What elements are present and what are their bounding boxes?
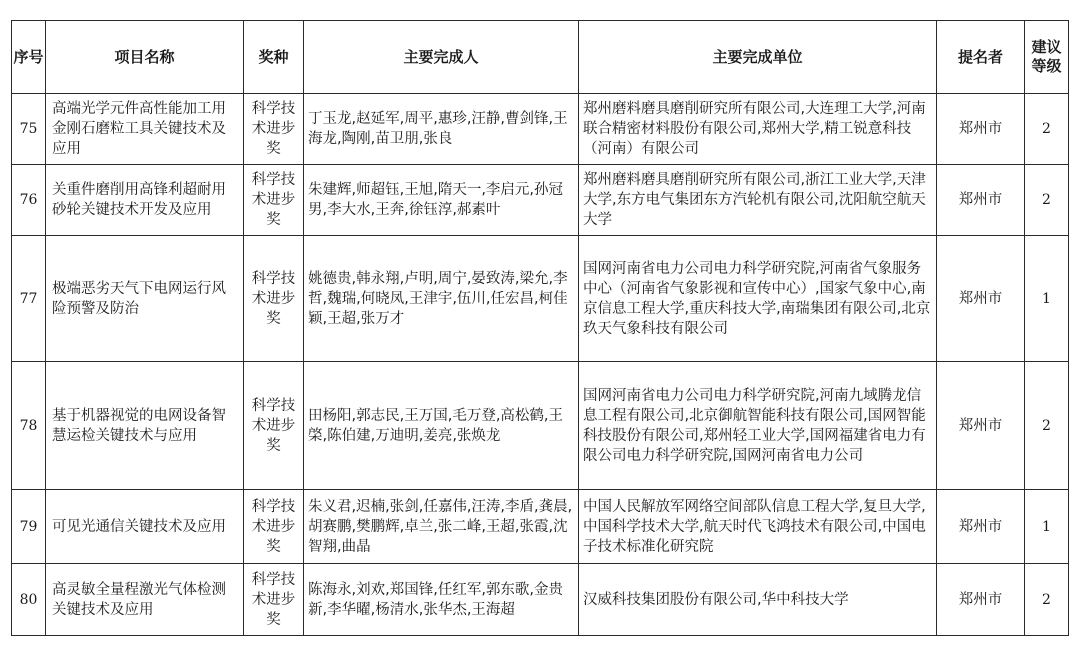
header-suggested-grade: 建议等级 [1025,21,1069,94]
header-project-name: 项目名称 [46,21,244,94]
header-main-people: 主要完成人 [304,21,579,94]
row-main-people: 田杨阳,郭志民,王万国,毛万登,高松鹤,王棨,陈伯建,万迪明,姜亮,张焕龙 [304,362,579,490]
table-row [12,236,1069,362]
row-project-name: 极端恶劣天气下电网运行风险预警及防治 [46,236,244,362]
header-award-type: 奖种 [244,21,304,94]
table-row [12,362,1069,490]
header-nominator: 提名者 [937,21,1025,94]
row-grade: 1 [1025,236,1069,362]
row-grade: 2 [1025,362,1069,490]
row-main-people: 朱义君,迟楠,张剑,任嘉伟,汪涛,李盾,龚晨,胡赛鹏,樊鹏辉,卓兰,张二峰,王超,张霞,沈智翔,曲晶 [304,490,579,564]
table-row [12,490,1069,564]
award-table [11,20,1069,636]
row-main-units: 中国人民解放军网络空间部队信息工程大学,复旦大学,中国科学技术大学,航天时代飞鸿技术有限公司,中国电子技术标准化研究院 [579,490,937,564]
header-row [12,21,1069,94]
row-main-units: 国网河南省电力公司电力科学研究院,河南省气象服务中心（河南省气象影视和宣传中心）,国家气象中心,南京信息工程大学,重庆科技大学,南瑞集团有限公司,北京玖天气象科技有限公司 [579,236,937,362]
row-main-units: 郑州磨料磨具磨削研究所有限公司,浙江工业大学,天津大学,东方电气集团东方汽轮机有限公司,沈阳航空航天大学 [579,165,937,236]
row-no: 76 [12,165,46,236]
row-no: 80 [12,564,46,636]
row-project-name: 高端光学元件高性能加工用金刚石磨粒工具关键技术及应用 [46,94,244,165]
row-project-name: 关重件磨削用高锋利超耐用砂轮关键技术开发及应用 [46,165,244,236]
row-no: 75 [12,94,46,165]
row-main-units: 汉威科技集团股份有限公司,华中科技大学 [579,564,937,636]
row-nominator: 郑州市 [937,362,1025,490]
row-main-people: 姚德贵,韩永翔,卢明,周宁,晏致涛,梁允,李哲,魏瑞,何晓凤,王津宇,伍川,任宏昌,柯佳颖,王超,张万才 [304,236,579,362]
row-nominator: 郑州市 [937,490,1025,564]
row-award-type: 科学技术进步奖 [244,564,304,636]
row-main-units: 郑州磨料磨具磨削研究所有限公司,大连理工大学,河南联合精密材料股份有限公司,郑州大学,精工锐意科技（河南）有限公司 [579,94,937,165]
row-grade: 2 [1025,165,1069,236]
row-award-type: 科学技术进步奖 [244,362,304,490]
row-main-people: 丁玉龙,赵延军,周平,惠珍,汪静,曹剑锋,王海龙,陶刚,苗卫朋,张良 [304,94,579,165]
table-row [12,165,1069,236]
table-row [12,94,1069,165]
header-no: 序号 [12,21,46,94]
header-main-units: 主要完成单位 [579,21,937,94]
table-row [12,564,1069,636]
row-grade: 2 [1025,94,1069,165]
row-project-name: 可见光通信关键技术及应用 [46,490,244,564]
row-award-type: 科学技术进步奖 [244,165,304,236]
row-no: 79 [12,490,46,564]
row-award-type: 科学技术进步奖 [244,490,304,564]
row-grade: 1 [1025,490,1069,564]
row-award-type: 科学技术进步奖 [244,94,304,165]
row-nominator: 郑州市 [937,165,1025,236]
row-main-units: 国网河南省电力公司电力科学研究院,河南九域腾龙信息工程有限公司,北京御航智能科技有限公司,国网智能科技股份有限公司,郑州轻工业大学,国网福建省电力有限公司电力科学研究院,国网河南省电力公司 [579,362,937,490]
row-project-name: 高灵敏全量程激光气体检测关键技术及应用 [46,564,244,636]
row-nominator: 郑州市 [937,236,1025,362]
row-project-name: 基于机器视觉的电网设备智慧运检关键技术与应用 [46,362,244,490]
row-main-people: 朱建辉,师超钰,王旭,隋天一,李启元,孙冠男,李大水,王奔,徐钰淳,郝素叶 [304,165,579,236]
row-nominator: 郑州市 [937,564,1025,636]
row-award-type: 科学技术进步奖 [244,236,304,362]
row-main-people: 陈海永,刘欢,郑国锋,任红军,郭东歌,金贵新,李华曜,杨清水,张华杰,王海超 [304,564,579,636]
row-grade: 2 [1025,564,1069,636]
row-nominator: 郑州市 [937,94,1025,165]
row-no: 78 [12,362,46,490]
row-no: 77 [12,236,46,362]
